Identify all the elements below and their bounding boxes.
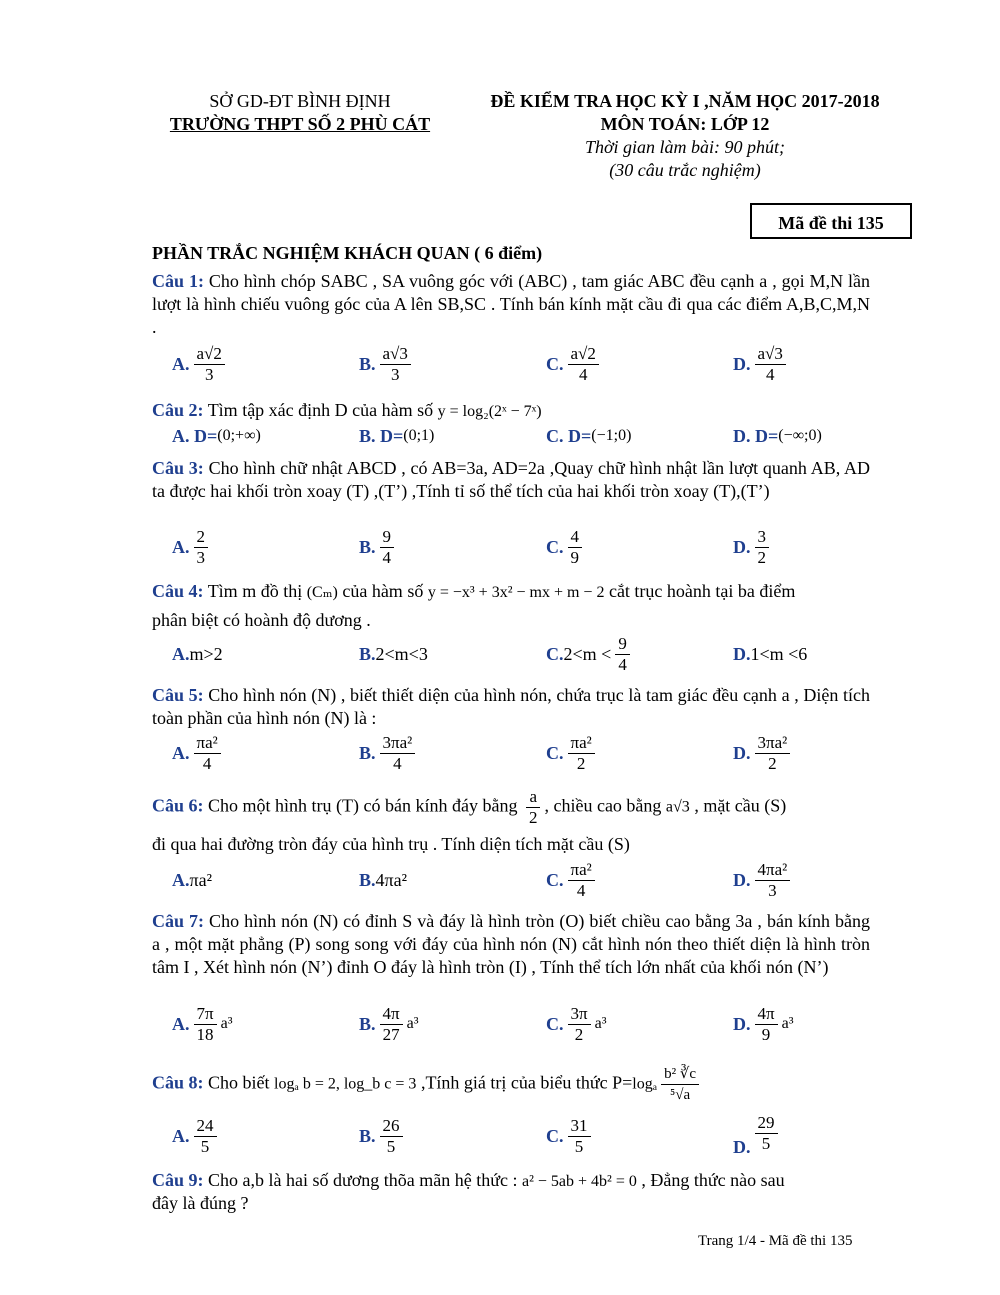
option-a[interactable]: A. D= (0;+∞) — [172, 425, 261, 446]
question-4-options — [152, 632, 870, 676]
question-formula: y = log₂(2ˣ − 7ˣ) — [437, 403, 542, 420]
option-a[interactable]: A. $\frac{7\pi}{18}$ a³ — [172, 1003, 233, 1044]
question-6: Câu 6: Cho một hình trụ (T) có bán kính đáy bằng $\frac{a}{2}$ , chiều cao bằng a√3 , mặt cầu (S) — [152, 786, 787, 827]
question-formula: a² − 5ab + 4b² = 0 — [522, 1173, 637, 1190]
option-d[interactable]: D. $\frac{\text{4πa²}}{3}$ — [733, 860, 794, 900]
option-d[interactable]: D. $\frac{3}{2}$ — [733, 527, 773, 567]
option-b[interactable]: B. D= (0;1) — [359, 425, 435, 446]
question-3-options — [152, 527, 870, 567]
question-formula: logₐ b = 2, log_b c = 3 — [274, 1075, 417, 1093]
exam-subject: MÔN TOÁN: LỚP 12 — [600, 114, 770, 134]
option-d[interactable]: D. $\frac{4\pi}{9}$ a³ — [733, 1003, 794, 1044]
option-c[interactable]: C. $\frac{4}{9}$ — [546, 527, 586, 567]
question-3 — [152, 457, 870, 503]
school-header — [150, 90, 450, 136]
question-label: Câu 9: — [152, 1170, 204, 1190]
option-a[interactable]: A. $\frac{a√2}{3}$ — [172, 344, 229, 384]
option-b[interactable]: B. $\frac{\text{3πa²}}{4}$ — [359, 733, 419, 773]
question-label: Câu 7: — [152, 911, 205, 931]
option-d[interactable]: D. 1<m <6 — [733, 643, 808, 664]
option-d[interactable]: D. $\frac{a√3}{4}$ — [733, 344, 790, 384]
question-label: Câu 5: — [152, 685, 204, 705]
option-b[interactable]: B. 4πa² — [359, 869, 407, 890]
question-text: Cho hình chóp SABC , SA vuông góc với (ABC) , tam giác ABC đều cạnh a , gọi M,N lần lượt là hình chiếu vuông góc của A lên SB,SC . Tính bán kính mặt cầu đi qua các điểm A,B,C,M,N . — [152, 271, 870, 337]
exam-header — [470, 90, 900, 182]
question-formula: y = −x³ + 3x² − mx + m − 2 — [427, 584, 605, 601]
option-d[interactable]: D. $\frac{\text{3πa²}}{2}$ — [733, 733, 794, 773]
option-b[interactable]: B. $\frac{a√3}{3}$ — [359, 344, 415, 384]
question-text: Tìm tập xác định D của hàm số — [203, 400, 438, 420]
school-name: TRƯỜNG THPT SỐ 2 PHÙ CÁT — [169, 114, 431, 134]
department-name: SỞ GD-ĐT BÌNH ĐỊNH — [209, 91, 391, 111]
exam-question-count: (30 câu trắc nghiệm) — [609, 160, 761, 180]
question-5-options — [152, 733, 870, 773]
question-6-options — [152, 860, 870, 900]
question-4: Câu 4: Tìm m đồ thị (Cₘ) của hàm số y = −x³ + 3x² − mx + m − 2 cắt trục hoành tại ba điểm — [152, 581, 796, 601]
question-label: Câu 2: — [152, 400, 204, 420]
option-b[interactable]: B. 2<m<3 — [359, 643, 428, 664]
question-label: Câu 1: — [152, 271, 204, 291]
section-title: PHẦN TRẮC NGHIỆM KHÁCH QUAN ( 6 điểm) — [152, 243, 543, 263]
option-c[interactable]: C. $\frac{3\pi}{2}$ a³ — [546, 1003, 607, 1044]
option-b[interactable]: B. $\frac{26}{5}$ — [359, 1114, 407, 1158]
question-4-line2: phân biệt có hoành độ dương . — [152, 610, 371, 630]
question-label: Câu 6: — [152, 795, 204, 816]
option-a[interactable]: A. $\frac{\text{πa²}}{4}$ — [172, 733, 225, 773]
option-a[interactable]: A. $\frac{24}{5}$ — [172, 1114, 221, 1158]
option-c[interactable]: C. $\frac{a√2}{4}$ — [546, 344, 603, 384]
question-1-options — [152, 344, 870, 384]
question-9-line2: đây là đúng ? — [152, 1193, 249, 1213]
question-2-options — [152, 420, 870, 452]
option-c[interactable]: C. $\frac{31}{5}$ — [546, 1114, 595, 1158]
option-b[interactable]: B. $\frac{9}{4}$ — [359, 527, 398, 567]
question-6-line2: đi qua hai đường tròn đáy của hình trụ . Tính diện tích mặt cầu (S) — [152, 834, 630, 854]
option-d[interactable]: D. $\frac{29}{5}$ — [733, 1114, 782, 1158]
question-1 — [152, 270, 870, 339]
option-a[interactable]: A. $\frac{2}{3}$ — [172, 527, 212, 567]
option-c[interactable]: C. D= (−1;0) — [546, 425, 632, 446]
question-8-options — [152, 1114, 870, 1158]
exam-title: ĐỀ KIỂM TRA HỌC KỲ I ,NĂM HỌC 2017-2018 — [490, 91, 880, 111]
question-8: Câu 8: Cho biết logₐ b = 2, log_b c = 3 ,Tính giá trị của biểu thức P=logₐ $\frac{\text{b² ∛c}}{\text{⁵√a}}$ — [152, 1060, 870, 1108]
option-a[interactable]: A. m>2 — [172, 643, 223, 664]
option-c[interactable]: C. $\frac{\text{πa²}}{4}$ — [546, 860, 599, 900]
question-label: Câu 3: — [152, 458, 204, 478]
option-b[interactable]: B. $\frac{4\pi}{27}$ a³ — [359, 1003, 419, 1044]
question-7-options — [152, 1004, 870, 1044]
option-c[interactable]: C. $\frac{\text{πa²}}{2}$ — [546, 733, 599, 773]
question-text: Cho hình nón (N) có đỉnh S và đáy là hình tròn (O) biết chiều cao bằng 3a , bán kính bằng a , một mặt phẳng (P) song song với đáy của hình nón (N) cắt hình nón theo thiết diện là hình tròn tâm I , Xét hình nón (N’) đỉnh O đáy là hình tròn (I) , Tính thể tích lớn nhất của khối nón (N’) — [152, 911, 870, 977]
question-label: Câu 8: — [152, 1072, 204, 1093]
question-7 — [152, 910, 870, 979]
page-footer: Trang 1/4 - Mã đề thi 135 — [698, 1233, 853, 1249]
option-a[interactable]: A. πa² — [172, 869, 212, 890]
question-text: Cho hình nón (N) , biết thiết diện của hình nón, chứa trục là tam giác đều cạnh a , Diện tích toàn phần của hình nón (N) là : — [152, 685, 870, 728]
option-d[interactable]: D. D= (−∞;0) — [733, 425, 822, 446]
option-c[interactable]: C. 2<m < $\frac{9}{4}$ — [546, 632, 634, 676]
question-label: Câu 4: — [152, 581, 204, 601]
exam-duration: Thời gian làm bài: 90 phút; — [584, 137, 786, 157]
exam-code-box: Mã đề thi 135 — [750, 203, 912, 239]
question-5 — [152, 684, 870, 730]
question-9: Câu 9: Cho a,b là hai số dương thõa mãn hệ thức : a² − 5ab + 4b² = 0 , Đẳng thức nào sau — [152, 1170, 785, 1190]
question-text: Cho hình chữ nhật ABCD , có AB=3a, AD=2a ,Quay chữ hình nhật lần lượt quanh AB, AD ta được hai khối tròn xoay (T) ,(T’) ,Tính tỉ số thể tích của hai khối tròn xoay (T),(T’) — [152, 458, 870, 501]
